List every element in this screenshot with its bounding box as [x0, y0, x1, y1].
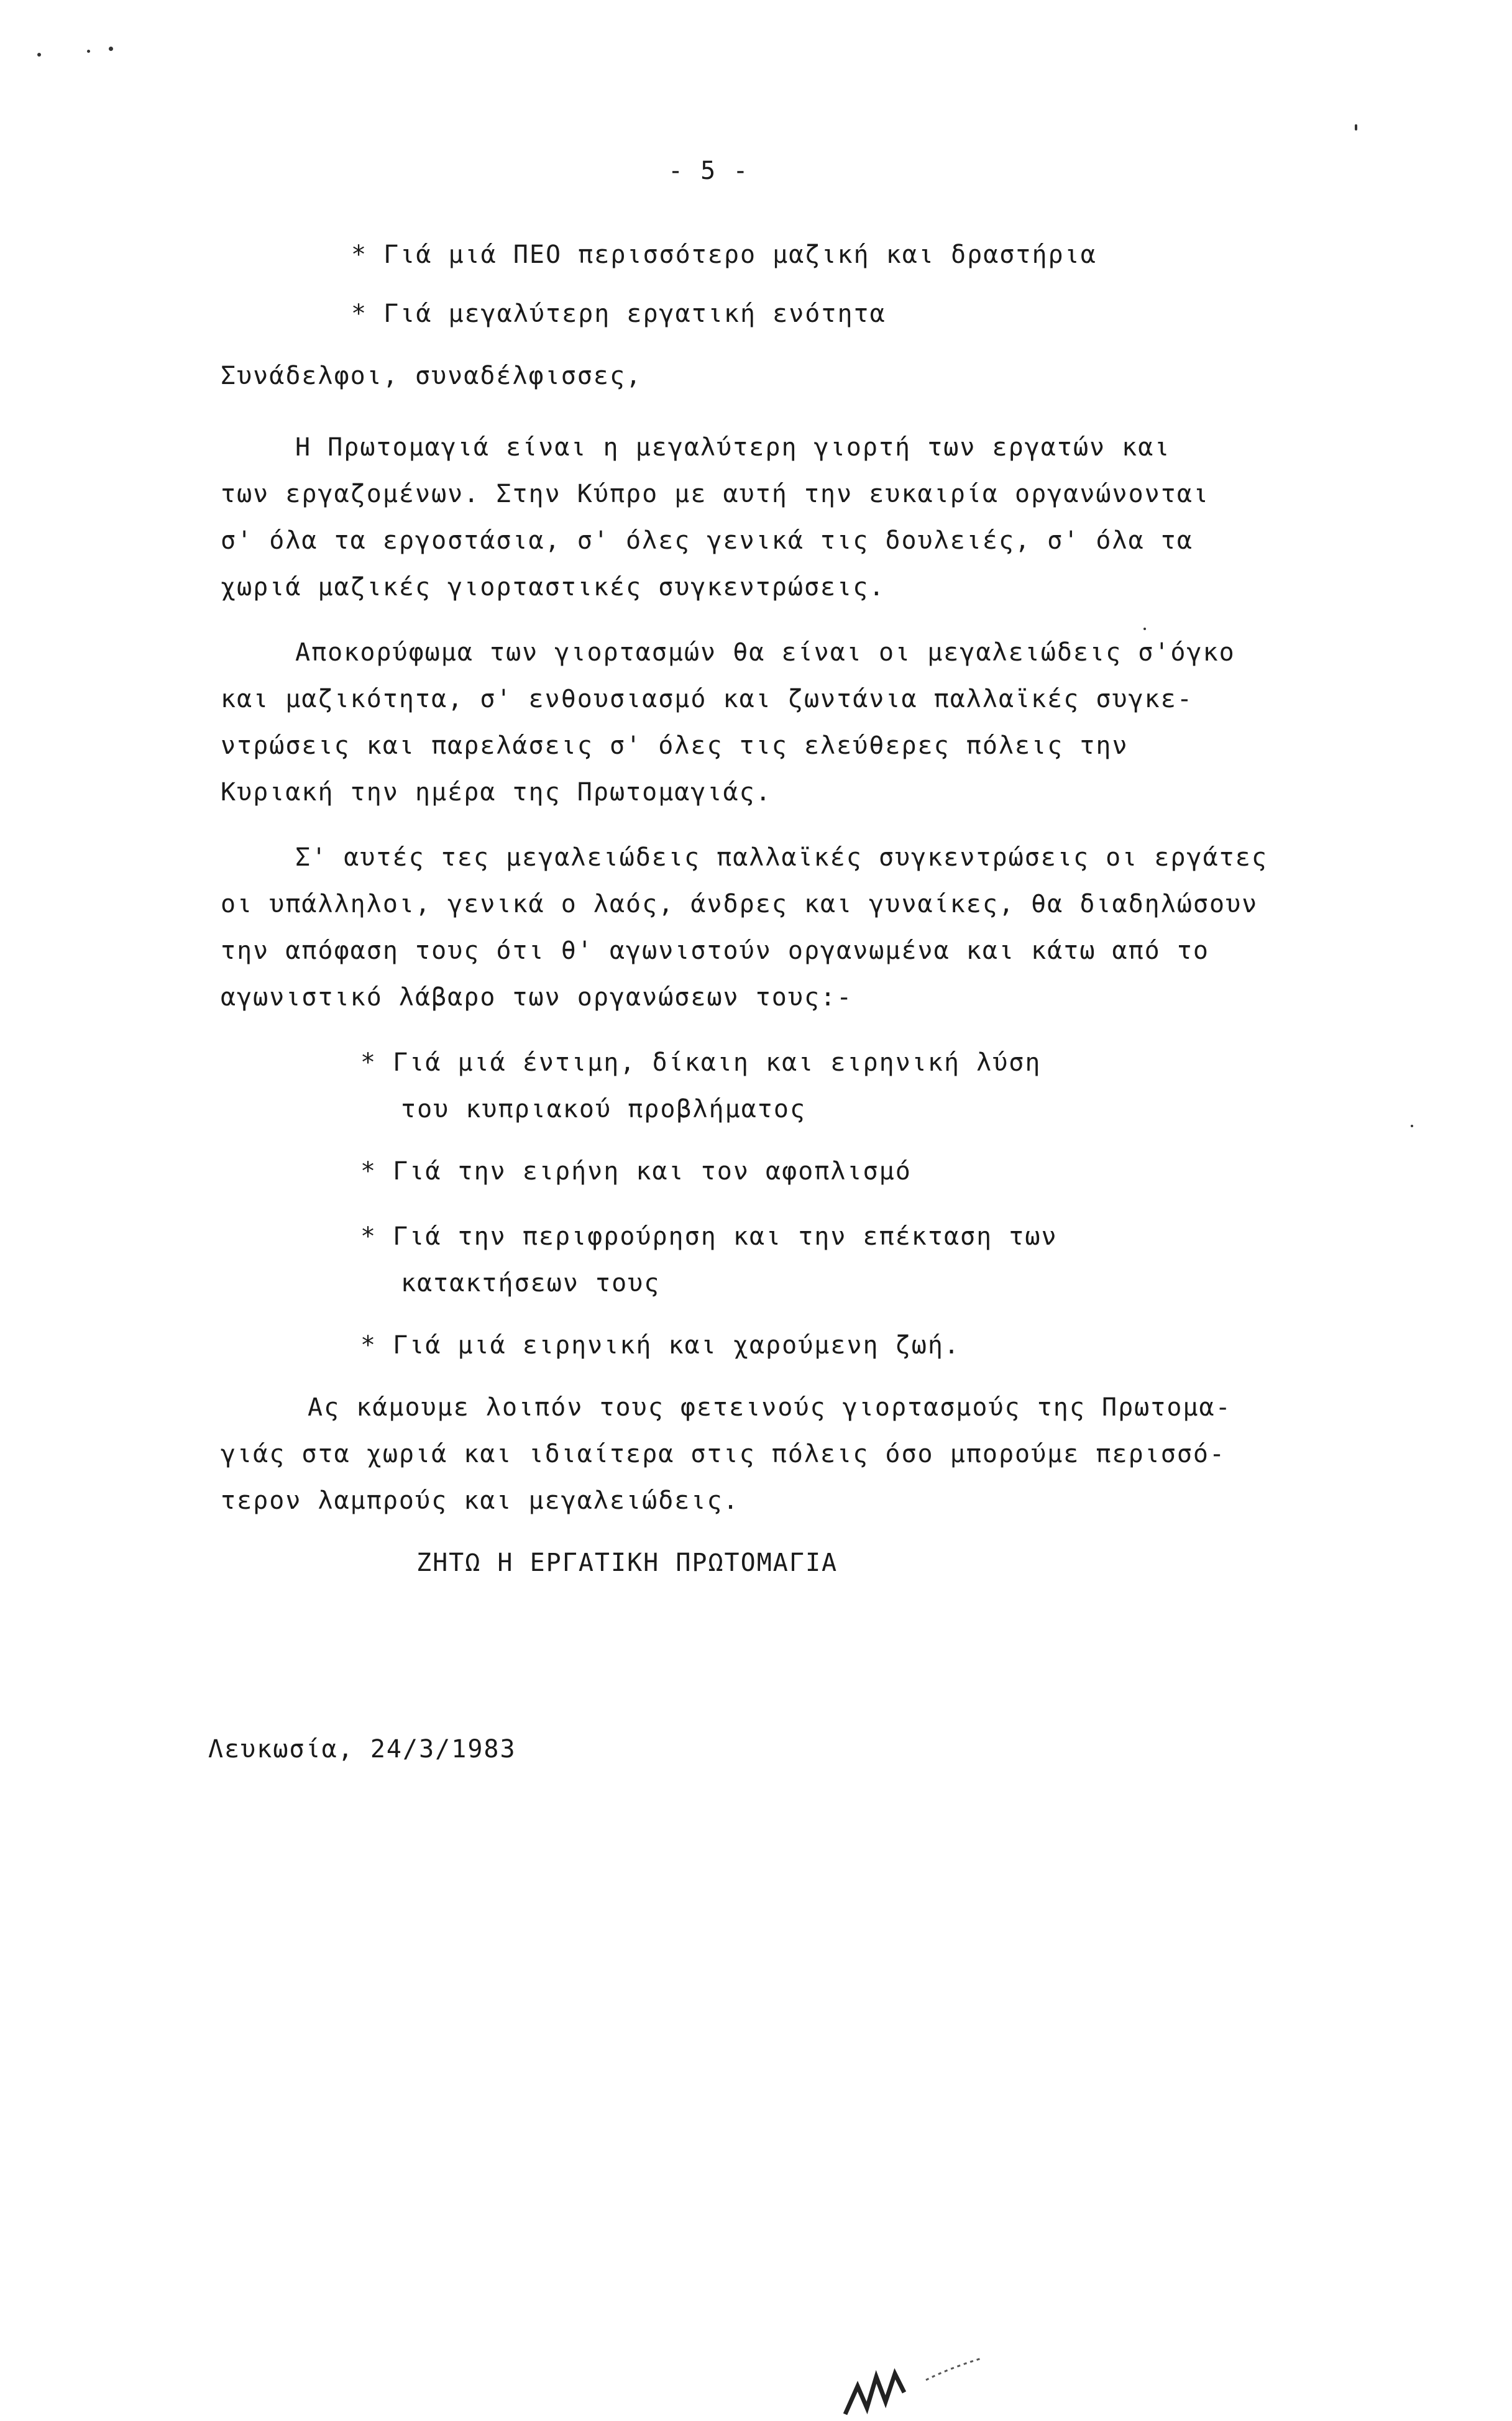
- bullet-line: * Γιά την περιφρούρηση και την επέκταση των: [360, 1222, 1058, 1251]
- paragraph-2-line: ντρώσεις και παρελάσεις σ' όλες τις ελεύθερες πόλεις την: [221, 731, 1129, 760]
- bullet-continuation: κατακτήσεων τους: [401, 1269, 661, 1297]
- slogan-line: * Γιά μιά ΠΕΟ περισσότερο μαζική και δραστήρια: [351, 240, 1097, 269]
- scan-speck: [37, 53, 41, 57]
- bullet-line: * Γιά την ειρήνη και τον αφοπλισμό: [360, 1157, 912, 1186]
- paragraph-3-line: αγωνιστικό λάβαρο των οργανώσεων τους:-: [221, 983, 853, 1012]
- scan-mark: [833, 2299, 994, 2417]
- paragraph-3-line: οι υπάλληλοι, γενικά ο λαός, άνδρες και γυναίκες, θα διαδηλώσουν: [221, 890, 1258, 918]
- bullet-line: * Γιά μιά έντιμη, δίκαιη και ειρηνική λύση: [360, 1048, 1042, 1077]
- slogan-line: * Γιά μεγαλύτερη εργατική ενότητα: [351, 300, 886, 328]
- paragraph-2-line: Κυριακή την ημέρα της Πρωτομαγιάς.: [221, 778, 772, 807]
- closing-slogan: ΖΗΤΩ Η ΕΡΓΑΤΙΚΗ ΠΡΩΤΟΜΑΓΙΑ: [416, 1549, 838, 1577]
- paragraph-3-line: Σ' αυτές τες μεγαλειώδεις παλλαϊκές συγκεντρώσεις οι εργάτες: [295, 843, 1268, 872]
- bullet-continuation: του κυπριακού προβλήματος: [401, 1095, 807, 1124]
- paragraph-4-line: γιάς στα χωριά και ιδιαίτερα στις πόλεις όσο μπορούμε περισσό-: [221, 1440, 1226, 1468]
- scan-speck: [109, 47, 113, 51]
- page-number: - 5 -: [668, 157, 749, 185]
- paragraph-1-line: των εργαζομένων. Στην Κύπρο με αυτή την ευκαιρία οργανώνονται: [221, 480, 1210, 508]
- paragraph-1-line: σ' όλα τα εργοστάσια, σ' όλες γενικά τις δουλειές, σ' όλα τα: [221, 526, 1193, 555]
- bullet-line: * Γιά μιά ειρηνική και χαρούμενη ζωή.: [360, 1331, 961, 1360]
- paragraph-1-line: χωριά μαζικές γιορταστικές συγκεντρώσεις.: [221, 573, 886, 602]
- scan-speck: [87, 50, 90, 53]
- scan-speck: [1411, 1125, 1413, 1127]
- paragraph-4-line: Ας κάμουμε λοιπόν τους φετεινούς γιορτασμούς της Πρωτομα-: [308, 1393, 1232, 1422]
- scan-speck: [1355, 124, 1357, 130]
- paragraph-1-line: Η Πρωτομαγιά είναι η μεγαλύτερη γιορτή των εργατών και: [295, 433, 1171, 462]
- salutation: Συνάδελφοι, συναδέλφισσες,: [221, 362, 643, 390]
- paragraph-2-line: και μαζικότητα, σ' ενθουσιασμό και ζωντάνια παλλαϊκές συγκε-: [221, 685, 1193, 713]
- paragraph-3-line: την απόφαση τους ότι θ' αγωνιστούν οργανωμένα και κάτω από το: [221, 936, 1210, 965]
- paragraph-2-line: Αποκορύφωμα των γιορτασμών θα είναι οι μεγαλειώδεις σ'όγκο: [295, 638, 1235, 667]
- scan-speck: [1143, 628, 1146, 630]
- paragraph-4-line: τερον λαμπρούς και μεγαλειώδεις.: [221, 1486, 740, 1515]
- place-and-date: Λευκωσία, 24/3/1983: [208, 1735, 516, 1764]
